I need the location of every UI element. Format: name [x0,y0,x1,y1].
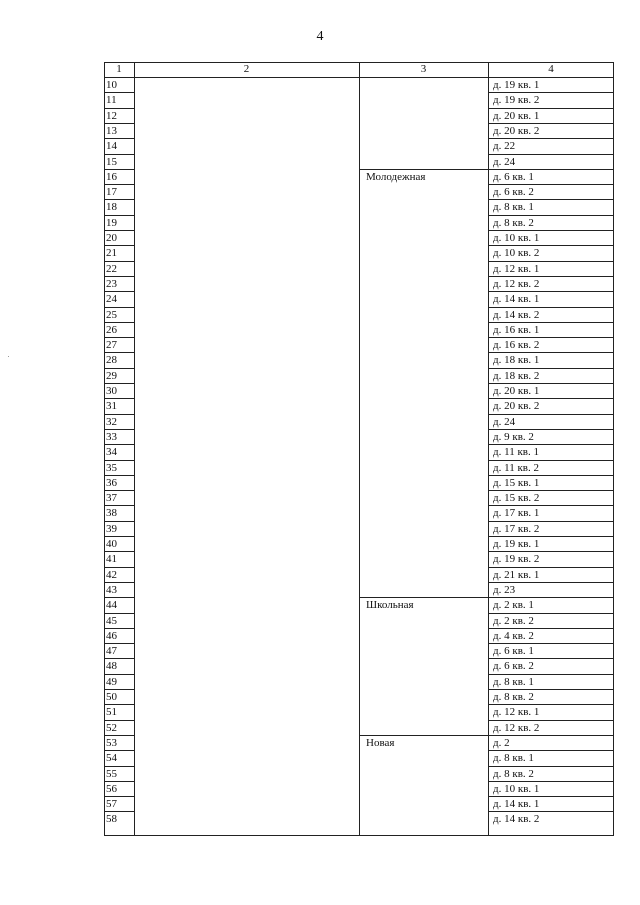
row-number: 35 [106,461,117,474]
row-number: 24 [106,293,117,306]
house-address: д. 8 кв. 2 [493,767,534,780]
house-address: д. 20 кв. 2 [493,124,540,137]
row-number: 17 [106,186,117,199]
house-address: д. 15 кв. 1 [493,476,540,489]
header-col-2: 2 [243,63,250,75]
row-number: 44 [106,599,117,612]
house-address: д. 10 кв. 1 [493,782,540,795]
house-address: д. 20 кв. 2 [493,400,540,413]
row-number: 12 [106,109,117,122]
house-address: д. 12 кв. 1 [493,262,540,275]
row-number: 22 [106,262,117,275]
row-number: 49 [106,675,117,688]
row-number: 25 [106,308,117,321]
house-address: д. 10 кв. 1 [493,232,540,244]
house-address: д. 12 кв. 1 [493,706,540,719]
row-number: 29 [106,369,117,382]
row-number: 33 [106,430,117,443]
house-address: д. 6 кв. 1 [493,170,534,183]
house-address: д. 8 кв. 2 [493,691,534,703]
row-number: 51 [106,706,117,719]
margin-dot [8,356,9,357]
row-number: 16 [106,170,117,183]
row-number: 13 [106,124,117,137]
row-number: 21 [106,247,117,260]
house-address: д. 18 кв. 1 [493,354,540,367]
house-address: д. 24 [493,415,516,428]
street-name: Молодежная [366,170,426,183]
address-table [104,62,614,836]
house-address: д. 6 кв. 2 [493,186,534,199]
house-address: д. 2 кв. 1 [493,599,534,612]
house-address: д. 12 кв. 2 [493,277,540,290]
row-number: 50 [106,691,117,703]
house-address: д. 16 кв. 1 [493,323,540,336]
house-address: д. 18 кв. 2 [493,369,540,382]
row-number: 28 [106,354,117,367]
house-address: д. 14 кв. 1 [493,798,540,811]
house-address: д. 8 кв. 1 [493,752,534,765]
house-address: д. 21 кв. 1 [493,568,540,581]
row-number: 38 [106,507,117,520]
row-number: 19 [106,216,117,229]
house-address: д. 19 кв. 1 [493,538,540,550]
row-number: 10 [106,79,117,91]
row-number: 47 [106,645,117,658]
house-address: д. 12 кв. 2 [493,721,540,734]
row-number: 48 [106,660,117,673]
house-address: д. 2 [493,736,510,749]
house-address: д. 16 кв. 2 [493,339,540,352]
row-number: 18 [106,201,117,214]
house-address: д. 8 кв. 2 [493,216,534,229]
house-address: д. 19 кв. 2 [493,553,540,566]
row-number: 39 [106,522,117,535]
street-name: Школьная [366,599,414,612]
row-number: 14 [106,140,117,153]
row-number: 36 [106,476,117,489]
house-address: д. 17 кв. 2 [493,522,540,535]
house-address: д. 10 кв. 2 [493,247,540,260]
house-address: д. 22 [493,140,516,153]
row-number: 56 [106,782,117,795]
row-number: 20 [106,232,117,244]
row-number: 40 [106,538,117,550]
row-number: 45 [106,614,117,627]
house-address: д. 14 кв. 2 [493,308,540,321]
row-number: 46 [106,629,117,642]
house-address: д. 19 кв. 1 [493,79,540,91]
row-number: 41 [106,553,117,566]
house-address: д. 19 кв. 2 [493,94,540,107]
house-address: д. 4 кв. 2 [493,629,534,642]
house-address: д. 20 кв. 1 [493,109,540,122]
row-number: 15 [106,155,117,168]
house-address: д. 17 кв. 1 [493,507,540,520]
row-number: 27 [106,339,117,352]
header-col-1: 1 [116,63,122,75]
row-number: 31 [106,400,117,413]
house-address: д. 6 кв. 2 [493,660,534,673]
row-number: 54 [106,752,117,765]
page-number: 4 [316,29,324,44]
header-col-3: 3 [420,63,427,75]
house-address: д. 14 кв. 1 [493,293,540,306]
house-address: д. 11 кв. 1 [493,446,539,459]
row-number: 43 [106,583,117,596]
row-number: 42 [106,568,117,581]
house-address: д. 6 кв. 1 [493,645,534,658]
house-address: д. 24 [493,155,516,168]
col-divider-2 [359,62,360,836]
row-number: 34 [106,446,117,459]
house-address: д. 14 кв. 2 [493,813,540,826]
house-address: д. 23 [493,583,516,596]
row-number: 23 [106,277,117,290]
house-address: д. 11 кв. 2 [493,461,539,474]
row-number: 11 [106,94,117,107]
row-number: 37 [106,492,117,505]
house-address: д. 8 кв. 1 [493,675,534,688]
row-number: 32 [106,415,117,428]
house-address: д. 9 кв. 2 [493,430,534,443]
header-col-4: 4 [548,63,554,75]
row-number: 26 [106,323,117,336]
row-number: 53 [106,736,117,749]
house-address: д. 20 кв. 1 [493,385,540,397]
house-address: д. 8 кв. 1 [493,201,534,214]
row-number: 57 [106,798,117,811]
row-number: 58 [106,813,117,826]
row-number: 30 [106,385,117,397]
row-number: 52 [106,721,117,734]
street-name: Новая [366,736,395,749]
house-address: д. 15 кв. 2 [493,492,540,505]
house-address: д. 2 кв. 2 [493,614,534,627]
row-number: 55 [106,767,117,780]
